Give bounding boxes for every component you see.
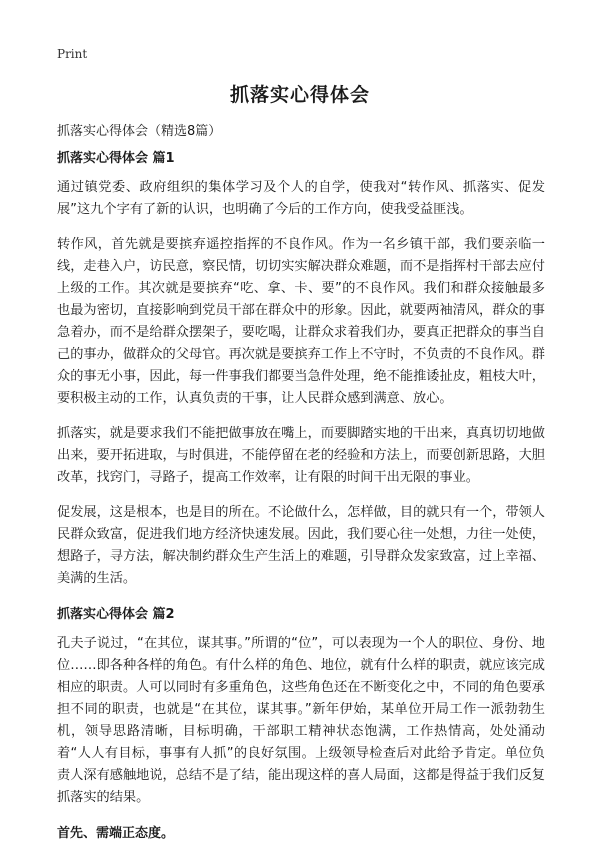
page-title: 抓落实心得体会 (229, 84, 370, 106)
section-2 (57, 606, 545, 809)
print-link[interactable]: Print (57, 47, 88, 61)
paragraph: 促发展，这是根本，也是目的所在。不论做什么，怎样做，目的就只有一个，带领人民群众致富，促进我们地方经济快速发展。因此，我们要心往一处想，力往一处使，想路子，寻方法，解决制约群众生产生活上的难题，引导群众发家致富，过上幸福、美满的生活。 (57, 505, 545, 586)
paragraph: 通过镇党委、政府组织的集体学习及个人的自学，使我对“转作风、抓落实、促发展”这九个字有了新的认识，也明确了今后的工作方向，使我受益匪浅。 (57, 180, 545, 217)
section-1 (57, 150, 545, 590)
paragraph: 抓落实，就是要求我们不能把做事放在嘴上，而要脚踏实地的干出来，真真切切地做出来，要开拓进取，与时俱进，不能停留在老的经验和方法上，而要创新思路，大胆改革，找窍门，寻路子，提高工作效率，让有限的时间干出无限的事业。 (57, 426, 545, 485)
section-heading: 抓落实心得体会 篇2 (57, 607, 175, 622)
section-heading: 抓落实心得体会 篇1 (57, 151, 175, 166)
document-body (57, 150, 545, 852)
paragraph: 转作风，首先就是要摈弃遥控指挥的不良作风。作为一名乡镇干部，我们要亲临一线，走巷入户，访民意，察民情，切切实实解决群众难题，而不是指挥村干部去应付上级的工作。其次就是要摈弃“吃、拿、卡、要”的不良作风。我们和群众接触最多也最为密切，直接影响到党员干部在群众中的形象。因此，就要两袖清风，群众的事急着办，而不是给群众摆架子，要吃喝，让群众求着我们办，要真正把群众的事当自己的事办，做群众的父母官。再次就是要摈弃工作上不守时，不负责的不良作风。群众的事无小事，因此，每一件事我们都要当急件处理，绝不能推诿扯皮，粗枝大叶，要积极主动的工作，认真负责的干事，让人民群众感到满意、放心。 (57, 237, 545, 406)
document-subtitle: 抓落实心得体会（精选8篇） (57, 124, 222, 139)
section-heading: 首先、需端正态度。 (57, 826, 175, 841)
paragraph: 孔夫子说过，“在其位，谋其事。”所谓的“位”，可以表现为一个人的职位、身份、地位……即各种各样的角色。有什么样的角色、地位，就有什么样的职责，就应该完成相应的职责。人可以同时有多重角色，这些角色还在不断变化之中，不同的角色要承担不同的职责，也就是“在其位，谋其事。”新年伊始，某单位开局工作一派勃勃生机，领导思路清晰，目标明确，干部职工精神状态饱满，工作热情高，处处涌动着“人人有目标，事事有人抓”的良好氛围。上级领导检查后对此给予肯定。单位负责人深有感触地说，总结不是了结，能出现这样的喜人局面，这都是得益于我们反复抓落实的结果。 (57, 636, 545, 805)
